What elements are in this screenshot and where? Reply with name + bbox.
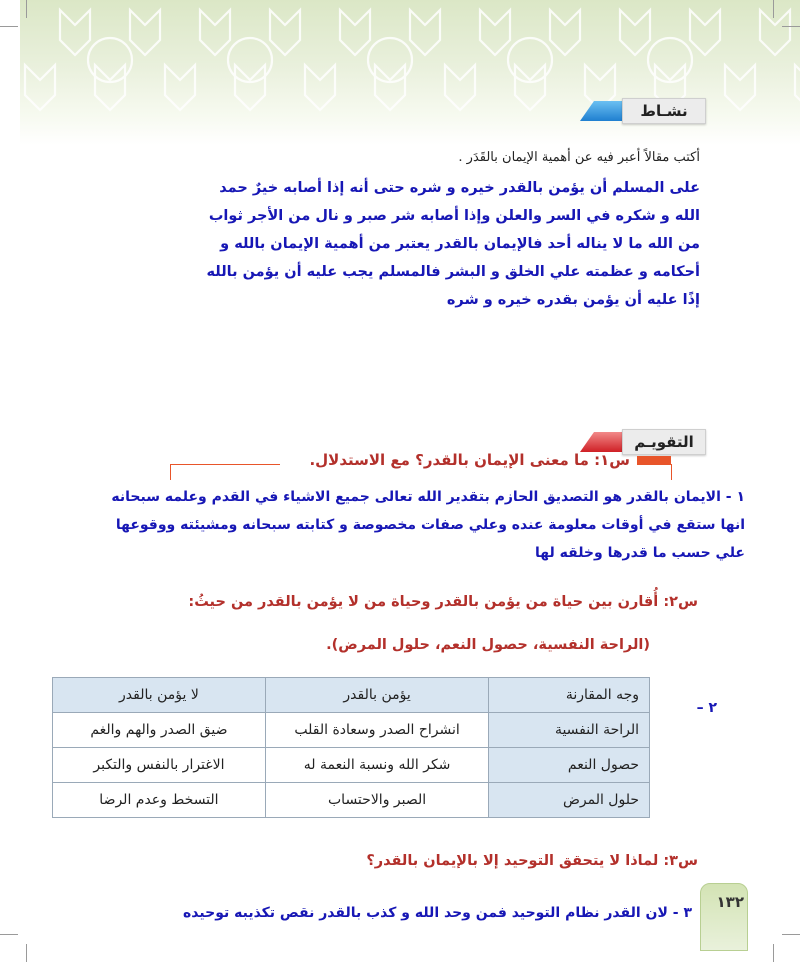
crop-mark — [773, 0, 774, 18]
header-cell: يؤمن بالقدر — [265, 678, 488, 713]
table-header-row — [53, 678, 650, 713]
row-label-cell: حصول النعم — [489, 748, 650, 783]
comparison-table — [52, 677, 650, 818]
q1-bracket — [170, 464, 171, 480]
crop-mark — [782, 26, 800, 27]
answer-line: أحكامه و عظمته علي الخلق و البشر فالمسلم يجب عليه أن يؤمن بالله — [206, 264, 700, 280]
table-row — [53, 748, 650, 783]
answer-2-marker: ٢ – — [696, 700, 717, 716]
table-cell: الاغترار بالنفس والتكبر — [53, 748, 266, 783]
question-3: س٣: لماذا لا يتحقق التوحيد إلا بالإيمان بالقدر؟ — [366, 853, 698, 869]
answer-1-line: علي حسب ما قدرها وخلقه لها — [535, 545, 745, 561]
crop-mark — [0, 934, 18, 935]
answer-1-line: ١ - الايمان بالقدر هو التصديق الحازم بتقدير الله تعالى جميع الاشياء في القدم وعلمه سبحانه — [111, 489, 745, 505]
table-cell: ضيق الصدر والهم والغم — [53, 713, 266, 748]
crop-mark — [782, 934, 800, 935]
crop-mark — [26, 944, 27, 962]
evaluation-tag: التقويـم — [622, 429, 706, 455]
question-2-items: (الراحة النفسية، حصول النعم، حلول المرض). — [326, 637, 650, 653]
crop-mark — [26, 0, 27, 18]
activity-instruction: أكتب مقالاً أعبر فيه عن أهمية الإيمان بالقَدَر . — [458, 150, 700, 165]
table-cell: التسخط وعدم الرضا — [53, 783, 266, 818]
table-cell: شكر الله ونسبة النعمة له — [265, 748, 488, 783]
answer-line: على المسلم أن يؤمن بالقدر خيره و شره حتى أنه إذا أصابه خيرٌ حمد — [219, 180, 700, 196]
header-cell: وجه المقارنة — [489, 678, 650, 713]
answer-3: ٣ - لان القدر نظام التوحيد فمن وحد الله و كذب بالقدر نقص تكذيبه توحيده — [183, 905, 692, 921]
question-2: س٢: أُقارن بين حياة من يؤمن بالقدر وحياة من لا يؤمن بالقدر من حيثُ: — [188, 594, 698, 610]
q1-marker — [637, 456, 671, 465]
table-cell: انشراح الصدر وسعادة القلب — [265, 713, 488, 748]
activity-tag: نشـاط — [622, 98, 706, 124]
question-1: س١: ما معنى الإيمان بالقدر؟ مع الاستدلال. — [309, 451, 630, 469]
crop-mark — [773, 944, 774, 962]
header-cell: لا يؤمن بالقدر — [53, 678, 266, 713]
table-cell: الصبر والاحتساب — [265, 783, 488, 818]
table-row — [53, 713, 650, 748]
answer-1-line: انها ستقع في أوقات معلومة عنده وعلي صفات مخصوصة و كتابته سبحانه ومشيئته ووقوعها — [115, 517, 745, 533]
row-label-cell: حلول المرض — [489, 783, 650, 818]
row-label-cell: الراحة النفسية — [489, 713, 650, 748]
crop-mark — [0, 26, 18, 27]
q1-bracket — [170, 464, 280, 465]
q1-bracket — [671, 464, 672, 480]
answer-line: إذًا عليه أن يؤمن بقدره خيره و شره — [446, 292, 700, 308]
page-number: ١٣٢ — [716, 893, 744, 911]
answer-line: من الله ما لا يناله أحد فالإيمان بالقدر يعتبر من أهمية الإيمان بالله و — [220, 236, 700, 252]
table-row — [53, 783, 650, 818]
answer-line: الله و شكره في السر والعلن وإذا أصابه شر صبر و نال من الأجر ثواب — [208, 208, 700, 224]
